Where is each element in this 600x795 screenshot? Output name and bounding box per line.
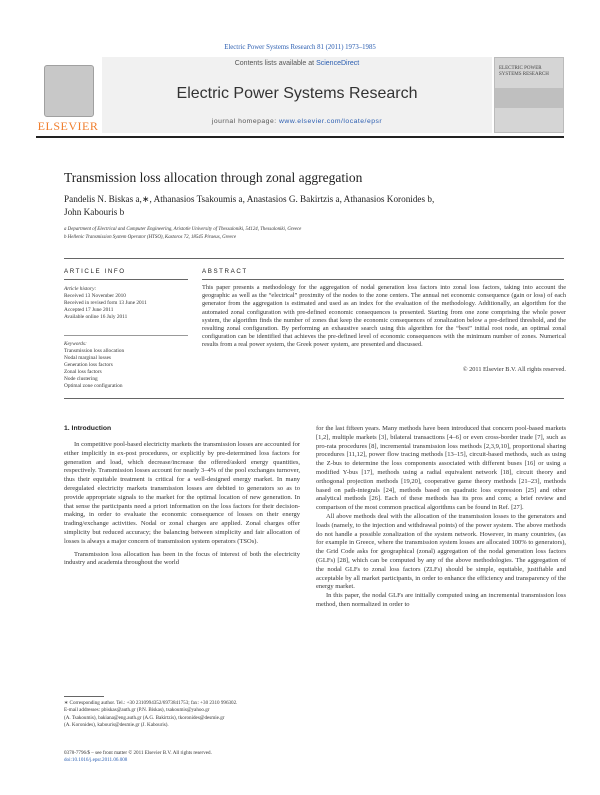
- journal-citation[interactable]: Electric Power Systems Research 81 (2011) 1973–1985: [224, 44, 376, 51]
- introduction-heading: 1. Introduction: [64, 425, 112, 432]
- affiliations: [64, 226, 544, 242]
- contents-prefix: Contents lists available at: [234, 60, 317, 67]
- section-rule-bottom: [64, 398, 564, 399]
- history-received: Received 13 November 2010: [64, 293, 126, 299]
- body-paragraph: for the last fifteen years. Many methods have been introduced that concern pool-based markets [1,2], multiple markets [3], bilateral transactions [4–6] or even cross-border trade [7], such as pro-rata procedures [8], incremental transmission loss methods [2,3,9,10], proportional sharing procedures [11,12], power flow tracing methods [13–15], circuit-based methods, such as using the Z-bus to determine the loss components associated with different buses [16] or using a modified Y-bus [17], methods using a radial equivalent network [18], circuit theory and orthogonal projection methods [19,20], cooperative game theory methods [21–23], methods based on path-integrals [24], methods based on quadratic loss expression [25] and other analytical methods [26]. Each of these methods has its pros and cons; a brief review and comparison of the most common practical algorithms can be found in Ref. [27].: [316, 425, 566, 512]
- email-addresses[interactable]: (A. Koronides), kabouris@desmie.gr (J. Kabouris).: [64, 722, 169, 729]
- author-list: [64, 193, 534, 218]
- journal-title[interactable]: Electric Power Systems Research: [176, 85, 418, 102]
- history-label: Article history:: [64, 286, 97, 292]
- corresponding-author-note: ∗ Corresponding author. Tel.: +30 2310994352/6973841753; fax: +30 2310 996302.: [64, 700, 238, 706]
- doi-link[interactable]: doi:10.1016/j.epsr.2011.06.008: [64, 757, 128, 764]
- journal-header: [36, 57, 564, 133]
- keywords-label: Keywords:: [64, 341, 87, 347]
- keyword[interactable]: Generation loss factors: [64, 362, 113, 368]
- abstract-heading: ABSTRACT: [202, 268, 248, 275]
- article-history: [64, 286, 189, 321]
- keywords: [64, 341, 189, 390]
- footnotes: [64, 700, 300, 730]
- keyword[interactable]: Nodal marginal losses: [64, 355, 111, 361]
- front-matter: [64, 750, 364, 765]
- journal-masthead: [102, 57, 492, 133]
- section-rule-top: [64, 258, 564, 259]
- publisher-name: ELSEVIER: [37, 119, 99, 133]
- footnote-rule: [64, 696, 104, 697]
- body-column-left: [64, 441, 300, 568]
- issn-line: 0378-7796/$ – see front matter © 2011 Elsevier B.V. All rights reserved.: [64, 750, 212, 756]
- abstract-text: This paper presents a methodology for the aggregation of nodal generation loss factors into zonal loss factors, taking into account the geographic as well as the “electrical” proximity of the nodes to the zone centers. The annual net economic consequence (gain or loss) of each generator from the aggregation is estimated and used as an index for the evaluation of the methodology. Additionally, an algorithm for the automated zonal configuration with pre-defined economic consequences is presented. Starting from one zone comprising the whole power system, the algorithm finds the number of zones that keep the economic consequences of zonalization below a pre-defined threshold, and the resulting zonal configuration. By performing an exhaustive search using this algorithm for the “best” initial root node, an optimal zonal configuration can be identified that achieves the pre-defined level of economic consequences with the minimum number of zones. Numerical results from a real power system, the Greek power system, are presented and discussed.: [202, 284, 566, 349]
- cover-band: [495, 88, 563, 108]
- history-revised: Received in revised form 13 June 2011: [64, 300, 147, 306]
- contents-line: [102, 60, 492, 67]
- history-online: Available online 16 July 2011: [64, 314, 128, 320]
- body-paragraph: All above methods deal with the allocation of the transmission losses to the generators and loads (namely, to the injection and withdrawal points) of the power system. The above methods do not handle a possible zonalization of the system network. However, in many countries, (as for example in Greece, where the transmission system losses are allocated 100% to generators), the Grid Code asks for geographical (zonal) aggregation of the nodal generation loss factors (GLFs) [28], which can be computed by any of the above methodologies. The aggregation of the nodal GLFs to zonal loss factors (ZLFs) should be simple, equitable, justifiable and acceptable by all market participants, in order to enhance the efficiency and transparency of the energy market.: [316, 512, 566, 591]
- keyword[interactable]: Zonal loss factors: [64, 369, 102, 375]
- header-rule: [36, 136, 564, 138]
- keyword[interactable]: Transmission loss allocation: [64, 348, 125, 354]
- authors-line-1: Pandelis N. Biskas a,∗, Athanasios Tsakoumis a, Anastasios G. Bakirtzis a, Athanasios Koronides b,: [64, 194, 435, 204]
- affiliation-a: a Department of Electrical and Computer Engineering, Aristotle University of Thessaloniki, 54124, Thessaloniki, Greece: [64, 227, 302, 232]
- publisher-tree-icon: [44, 65, 94, 117]
- history-accepted: Accepted 17 June 2011: [64, 307, 114, 313]
- sciencedirect-link[interactable]: ScienceDirect: [316, 60, 360, 67]
- publisher-logo[interactable]: [36, 57, 100, 133]
- body-paragraph: In competitive pool-based electricity markets the transmission losses are accounted for either implicitly in ex-post procedures, or explicitly by pre-determined loss factors for generation and load, which decrease/increase the offered/asked energy quantities, respectively. Transmission losses account for nearly 3–4% of the pool exchanges turnover, thus their equitable treatment is critical for a well-designed energy market. In many deregulated electricity markets transmission losses are debited to generators so as to provide appropriate signals to the market for the optimal location of new generation. In that sense the participants need a priori information on the loss factors for their decision-making, in order to evaluate the economic consequence of losses on their energy trading/exchange activities. Nodal or zonal charges are applied. Zonal charges offer simplicity but reduced accuracy; the balancing between simplicity and fair allocation of losses is always a major concern of transmission system operators (TSOs).: [64, 441, 300, 545]
- body-paragraph: Transmission loss allocation has been in the focus of interest of both the electricity industry and academia throughout the world: [64, 550, 300, 567]
- cover-title: ELECTRIC POWER SYSTEMS RESEARCH: [499, 66, 549, 77]
- homepage-prefix: journal homepage:: [211, 118, 280, 125]
- body-paragraph: In this paper, the nodal GLFs are initially computed using an incremental transmission loss method, then normalized in order to: [316, 592, 566, 608]
- body-column-right: [316, 425, 566, 610]
- keywords-rule: [64, 335, 188, 336]
- article-info-rule: [64, 279, 188, 280]
- journal-homepage: [102, 118, 492, 125]
- abstract-rule: [202, 279, 564, 280]
- copyright: © 2011 Elsevier B.V. All rights reserved.: [462, 366, 566, 373]
- homepage-link[interactable]: www.elsevier.com/locate/epsr: [279, 118, 383, 125]
- journal-cover-thumbnail[interactable]: [494, 57, 564, 133]
- email-addresses[interactable]: (A. Tsakoumis), bakiana@eng.auth.gr (A.G. Bakirtzis), tkoronides@desmie.gr: [64, 714, 225, 721]
- keyword[interactable]: Optimal zone configuration: [64, 383, 123, 389]
- email-addresses[interactable]: E-mail addresses: pbiskas@auth.gr (P.N. Biskas), tsakoumis@yahoo.gr: [64, 707, 210, 714]
- article-info-heading: ARTICLE INFO: [64, 268, 126, 275]
- authors-line-2: John Kabouris b: [64, 206, 125, 217]
- keyword[interactable]: Node clustering: [64, 376, 98, 382]
- affiliation-b: b Hellenic Transmission System Operator (HTSO), Kastoros 72, 18545 Piraeus, Greece: [64, 235, 237, 240]
- article-title: Transmission loss allocation through zonal aggregation: [64, 170, 363, 185]
